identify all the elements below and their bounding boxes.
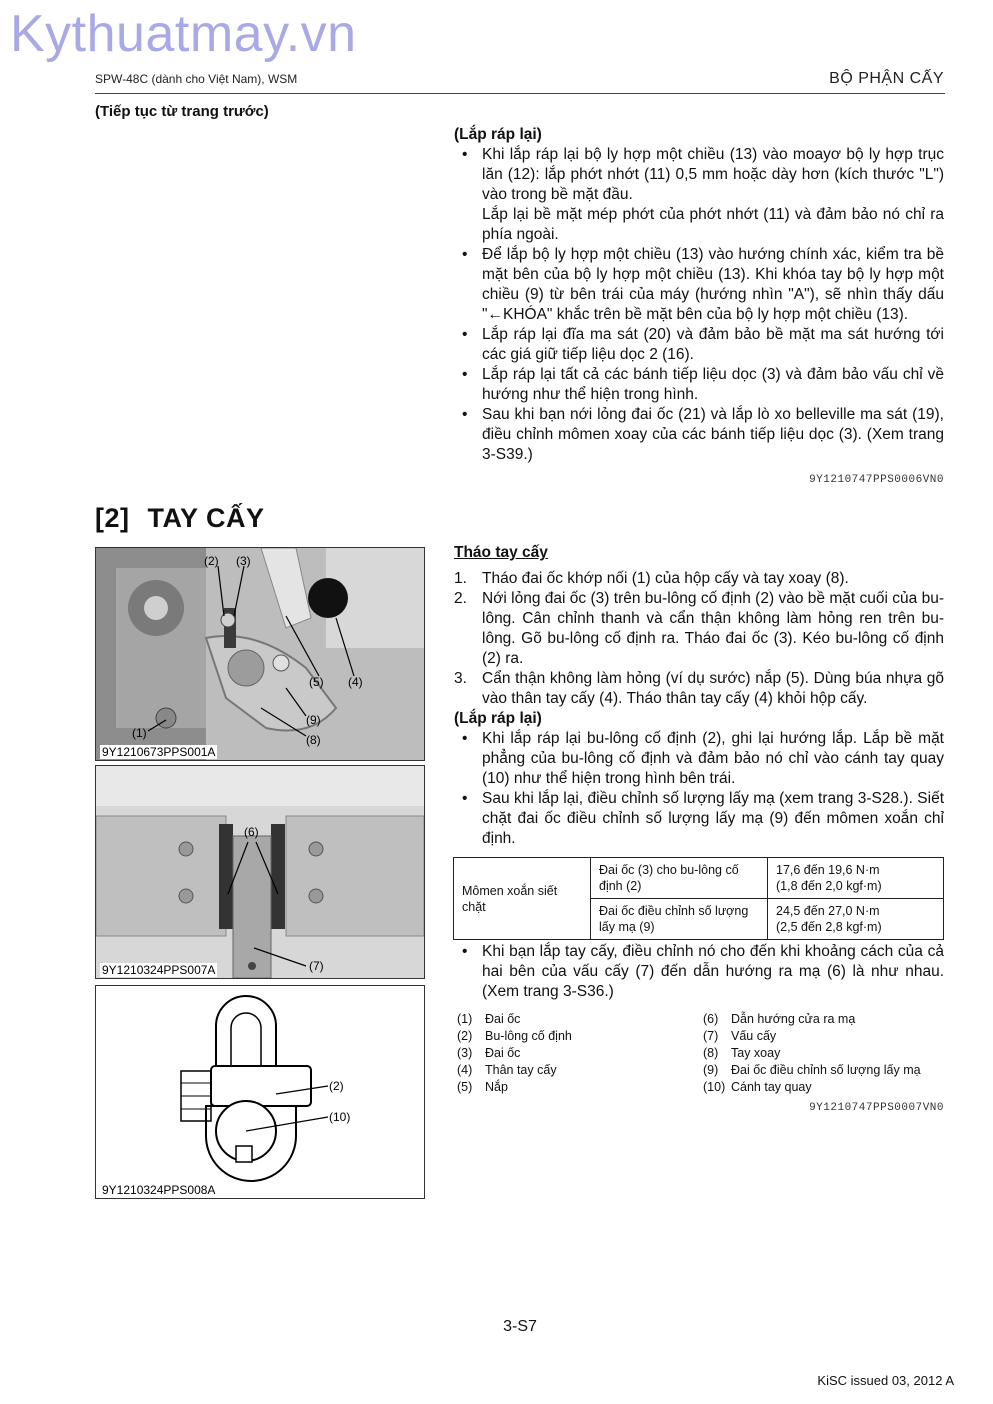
legend-row: (7) Vấu cấy [703,1029,777,1043]
page-number: 3-S7 [503,1318,537,1335]
legend-row: (2) Bu-lông cố định [457,1029,572,1043]
list-item: • Sau khi bạn nới lỏng đai ốc (21) và lắp lò xo belleville ma sát (19), điều chỉnh mômen xoay của các bánh tiếp liệu dọc (3). (Xem trang 3-S39.) [454,405,944,465]
bolt-diagram [96,986,424,1198]
callout-5: (5) [309,675,324,689]
section-name: TAY CẤY [147,503,265,533]
legend-row: (5) Nắp [457,1080,508,1094]
step-text: Nới lỏng đai ốc (3) trên bu-lông cố định (2) vào bề mặt cuối của bu-lông. Cân chỉnh thanh và cẩn thận không làm hỏng ren trên bu-lông. Gõ bu-lông cố định ra. Tháo đai ốc (3). Kéo bu-lông cố định (2) ra. [482,590,944,667]
removal-heading: Tháo tay cấy [454,544,548,561]
list-item: • Khi bạn lắp tay cấy, điều chỉnh nó cho đến khi khoảng cách của cả hai bên của vấu cấy (7) đến dẫn hướng ra mạ (6) là như nhau. (Xem trang 3-S36.) [454,942,944,1002]
figure-fixing-bolt-diagram [95,985,425,1199]
watermark: Kythuatmay.vn [10,5,357,63]
torque-table-wrap [453,857,944,940]
legend-row: (8) Tay xoay [703,1046,781,1060]
list-item [454,669,944,709]
legend-right [703,1011,921,1096]
list-item: • Khi lắp ráp lại bu-lông cố định (2), ghi lại hướng lắp. Lắp bề mặt phẳng của bu-lông cố định và đảm bảo nó chỉ vào cánh tay quay (10) như thể hiện trong hình bên trái. [454,729,944,789]
figure-code: 9Y1210324PPS007A [102,963,216,977]
callout-10: (10) [329,1110,351,1124]
chapter-title: BỘ PHẬN CẤY [829,70,944,87]
list-item: • Sau khi lắp lại, điều chỉnh số lượng lấy mạ (xem trang 3-S28.). Siết chặt đai ốc điều chỉnh số lượng lấy mạ (9) đến mômen xoắn chỉ định. [454,789,944,849]
removal-steps [454,569,944,709]
figure-planting-arm-photo [95,547,425,761]
callout-8: (8) [306,733,321,747]
step-text: Cẩn thận không làm hỏng (ví dụ sước) nắp (5). Dùng búa nhựa gõ vào thân tay cấy (4). Tháo thân tay cấy (4) khỏi hộp cấy. [482,670,944,707]
reassembly-list [454,729,944,849]
manual-title: SPW-48C (dành cho Việt Nam), WSM [95,72,298,86]
torque-value: 17,6 đến 19,6 N·m (1,8 đến 2,0 kgf·m) [768,858,944,899]
header-divider [95,93,945,94]
torque-item: Đai ốc (3) cho bu-lông cố định (2) [591,858,768,899]
legend-row: (3) Đai ốc [457,1046,521,1060]
list-item: • Lắp ráp lại tất cả các bánh tiếp liệu dọc (3) và đảm bảo vấu chỉ về hướng như thể hiện trong hình. [454,365,944,405]
torque-value: 24,5 đến 27,0 N·m (2,5 đến 2,8 kgf·m) [768,899,944,940]
list-item: • Khi lắp ráp lại bộ ly hợp một chiều (13) vào moayơ bộ ly hợp trục lăn (12): lắp phớt nhớt (11) 0,5 mm hoặc dày hơn (kích thước "L") vào trong bề mặt đầu. Lắp lại bề mặt mép phớt của phớt nhớt (11) và đảm bảo nó chỉ ra phía ngoài. [454,145,944,245]
torque-table [453,857,944,940]
step-number: 1. [454,570,467,587]
figure-seedling-guide-photo [95,765,425,979]
figure-code: 9Y1210324PPS008A [102,1183,216,1197]
step-number: 3. [454,670,467,687]
callout-2: (2) [329,1079,344,1093]
list-item [454,569,944,589]
legend-row: (1) Đai ốc [457,1012,521,1026]
removal-block [454,543,944,849]
list-item: • Lắp ráp lại đĩa ma sát (20) và đảm bảo bề mặt ma sát hướng tới các giá giữ tiếp liệu dọc 2 (16). [454,325,944,365]
torque-item: Đai ốc điều chỉnh số lượng lấy mạ (9) [591,899,768,940]
reassembly-heading: (Lắp ráp lại) [454,710,542,727]
reference-code: 9Y1210747PPS0007VN0 [809,1102,944,1114]
table-row [454,858,944,899]
reference-code: 9Y1210747PPS0006VN0 [809,474,944,486]
callout-7: (7) [309,959,324,973]
legend-row: (10) Cánh tay quay [703,1080,812,1094]
callout-6: (6) [244,825,259,839]
figure-code: 9Y1210673PPS001A [102,745,216,759]
adjust-note [454,942,944,1002]
top-reassembly-block [454,125,944,490]
issue-note: KiSC issued 03, 2012 A [817,1373,954,1388]
top-reassembly-heading: (Lắp ráp lại) [454,126,542,143]
list-item [454,589,944,669]
step-number: 2. [454,590,467,607]
legend-left [457,1011,572,1096]
legend-row: (4) Thân tay cấy [457,1063,557,1077]
section-number: [2] [95,503,130,533]
continued-note: (Tiếp tục từ trang trước) [95,103,269,120]
photo-guide-illustration [96,766,424,978]
legend-row: (6) Dẫn hướng cửa ra mạ [703,1012,856,1026]
step-text: Tháo đai ốc khớp nối (1) của hộp cấy và tay xoay (8). [482,570,849,587]
callout-1: (1) [132,726,147,740]
callout-4: (4) [348,675,363,689]
callout-2: (2) [204,554,219,568]
torque-label: Mômen xoắn siết chặt [454,858,591,940]
callout-3: (3) [236,554,251,568]
list-item: • Để lắp bộ ly hợp một chiều (13) vào hướng chính xác, kiểm tra bề mặt bên của bộ ly hợp một chiều (13). Khi khóa tay bộ ly hợp một chiều (9) từ bên trái của máy (hướng nhìn "A"), sẽ nhìn thấy dấu "←KHÓA" khắc trên bề mặt bên của bộ ly hợp một chiều (13). [454,245,944,325]
callout-9: (9) [306,713,321,727]
section-title [95,503,265,534]
top-reassembly-list [454,145,944,465]
legend-row: (9) Đai ốc điều chỉnh số lượng lấy mạ [703,1063,921,1077]
